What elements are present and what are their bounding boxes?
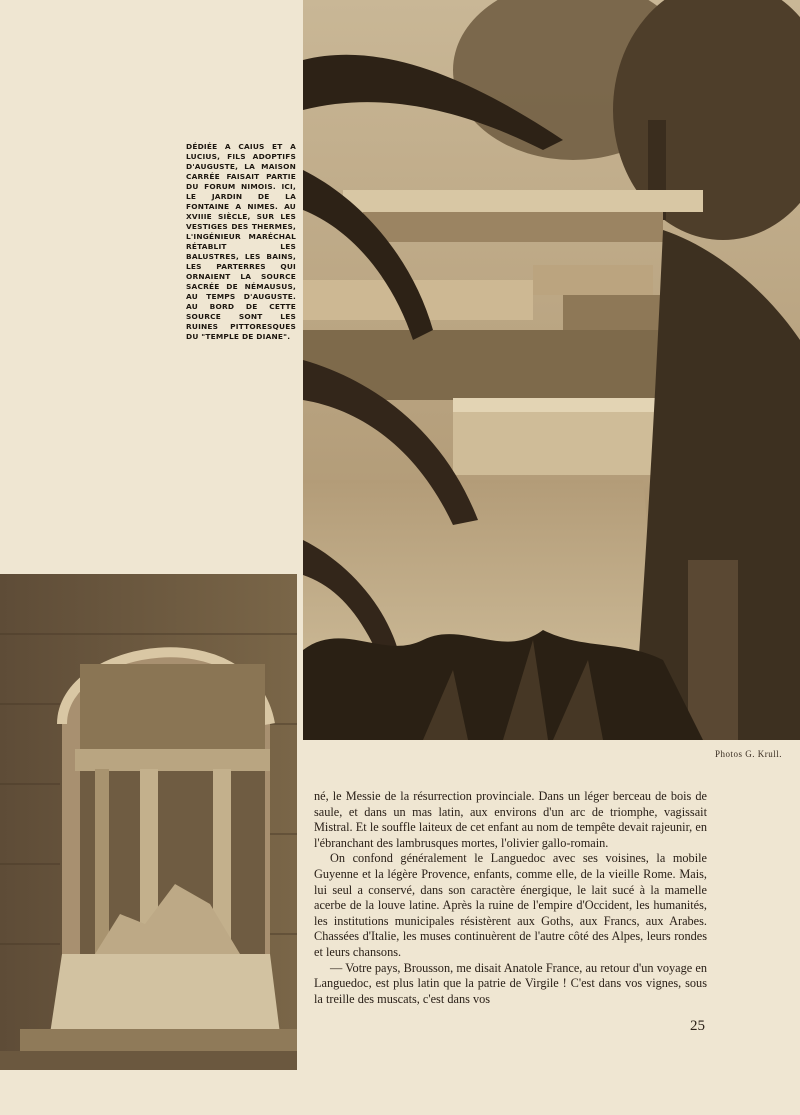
temple-arch-photo xyxy=(0,574,297,1070)
photo-caption: DÉDIÉE A CAIUS ET A LUCIUS, FILS ADOPTIFS D'AUGUSTE, LA MAISON CARRÉE FAISAIT PARTIE DU FORUM NIMOIS. ICI, LE JARDIN DE LA FONTAINE A NIMES. AU XVIIIE SIÈCLE, SUR LES VESTIGES DES THERMES, L'INGÉNIEUR MARÉCHAL RÉTABLIT LES BALUSTRES, LES BAINS, LES PARTERRES QUI ORNAIENT LA SOURCE SACRÉE DE NÉMAUSUS, AU TEMPS D'AUGUSTE. AU BORD DE CETTE SOURCE SONT LES RUINES PITTORESQUES DU "TEMPLE DE DIANE". xyxy=(186,142,296,341)
paragraph: — Votre pays, Brousson, me disait Anatole France, au retour d'un voyage en Languedoc, est plus latin que la patrie de Virgile ! C'est dans vos vignes, sous la treille des muscats, c'est dans vos xyxy=(314,960,707,1006)
article-body xyxy=(314,789,707,1007)
paragraph: On confond généralement le Languedoc avec ses voisines, la mobile Guyenne et la légère Provence, enfants, comme elle, de la vieille Rome. Mais, lui seul a conservé, dans son caractère énergique, le lait sucé à la mamelle acerbe de la louve latine. Après la ruine de l'empire d'Occident, les humanités, les institutions municipales résistèrent aux Goths, aux Francs, aux Arabes. Chassées d'Italie, les muses continuèrent de l'autre côté des Alpes, leurs rondes et leurs chansons. xyxy=(314,851,707,959)
garden-fountain-photo xyxy=(303,0,800,740)
page-number: 25 xyxy=(690,1018,705,1034)
paragraph: né, le Messie de la résurrection provinciale. Dans un léger berceau de bois de saule, et dans un mas latin, aux environs d'un arc de triomphe, vagissait Mistral. Et le souffle laiteux de cet enfant au nom de tempête devait rajeunir, en l'ébranchant des lambrusques mortes, l'olivier gallo-romain. xyxy=(314,789,707,850)
photo-credit: Photos G. Krull. xyxy=(714,749,782,759)
